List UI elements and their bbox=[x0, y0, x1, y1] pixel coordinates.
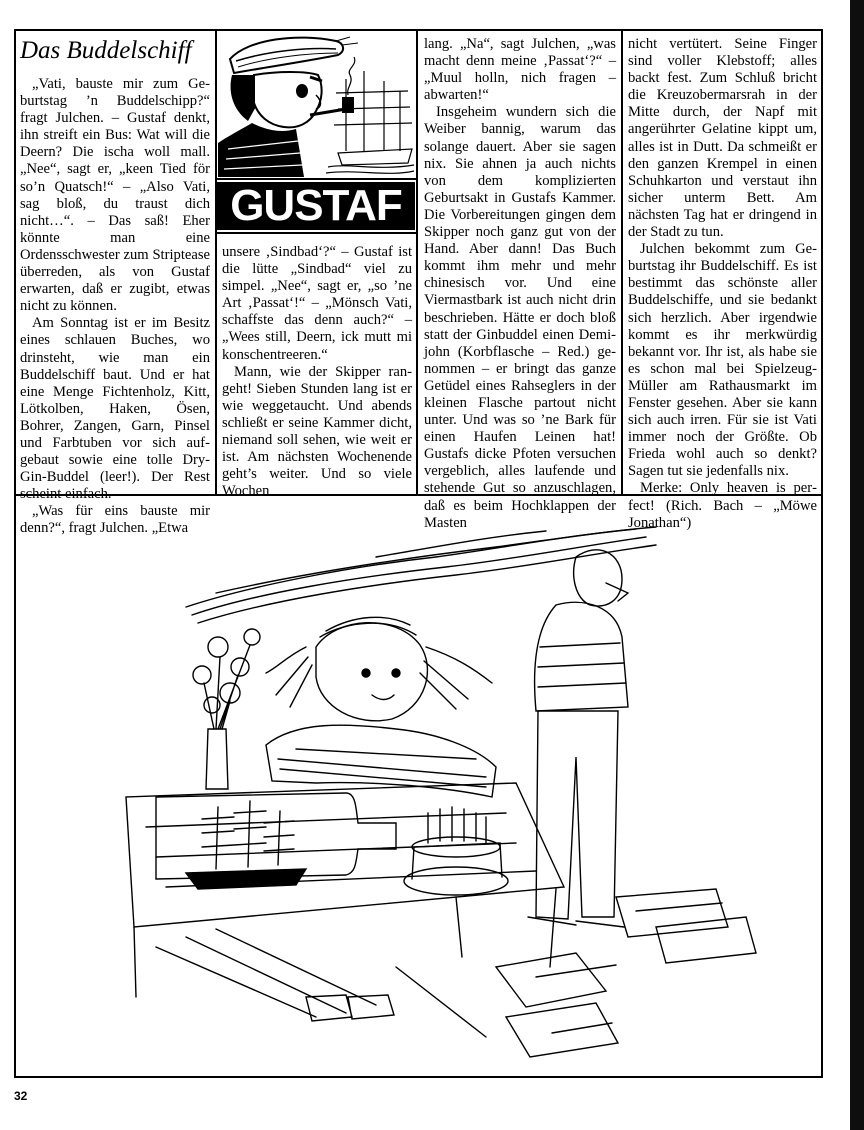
paragraph: Mann, wie der Skipper rangeht! Sieben Stunden lang ist er wie weggetaucht. Und abends schließt er seine Kammer dicht, niemand soll sehen, wie weit er ist. Am nächsten Wochenende geht’s weiter. Und so viele Wochen bbox=[222, 363, 412, 500]
paragraph: lang. „Na“, sagt Julchen, „was macht denn meine ‚Passat‘?“ – „Muul holln, nich fragen – abwarten!“ bbox=[424, 36, 616, 104]
page-edge bbox=[850, 0, 864, 1130]
article-column-2 bbox=[222, 244, 412, 500]
banner-rule bbox=[215, 232, 418, 234]
birthday-ship-in-bottle-illustration bbox=[16, 497, 821, 1076]
column-divider bbox=[215, 29, 217, 494]
portrait-rule bbox=[215, 178, 418, 180]
article-column-4 bbox=[628, 36, 817, 531]
headline: Das Buddelschiff bbox=[20, 37, 192, 64]
page-number: 32 bbox=[14, 1089, 28, 1103]
paragraph: Am Sonntag ist er im Besitz eines schlauen Buches, wo drinsteht, wie man ein Buddelschiff baut. Und er hat eine Menge Fichtenholz, Kitt, Lötkolben, Haken, Ösen, Bohrer, Zangen, Garn, Pinsel und Farbtuben vor sich aufgebaut sowie eine tolle Dry-Gin-Buddel (leer!). Der Rest scheint einfach. bbox=[20, 315, 210, 503]
paragraph: Insgeheim wundern sich die Weiber bannig, warum das solange dauert. Aber sie sagen nix. Sie ahnen ja auch nichts von dem komplizierten Geburtsakt in Gustafs Kammer. Die Vorbereitungen gingen dem Skipper noch ganz gut von der Hand. Aber dann! Das Buch kommt ihm mehr und mehr chinesisch vor. Und eine Viermastbark ist auch nicht drin beschrieben. Hätte er doch bloß statt der Ginbuddel einen Demijohn (Korbflasche – Red.) genommen – er bringt das ganze Getüdel eines Rahseglers in der kleinen Flasche partout nicht unter. Und was so ’ne Bark für einen Haufen Leinen hat! Gustafs dicke Pfoten versuchen vergeblich, alles laufende und stehende Gut so anzuschlagen, daß es beim Hochklappen der Masten bbox=[424, 104, 616, 531]
paragraph: „Was für eins bauste mir denn?“, fragt Julchen. „Etwa bbox=[20, 503, 210, 537]
article-column-1 bbox=[20, 36, 210, 537]
paragraph: Julchen bekommt zum Geburtstag ihr Buddelschiff. Es ist bestimmt das schönste aller Buddelschiffe, und sie bedankt sich herzlich. Aber irgendwie kommt es ihr merkwürdig bekannt vor. Ihr ist, als habe sie es schon mal bei Spielzeug-Müller am Rathausmarkt im Fenster gesehen. Aber sie kann sich auch irren. Für sie ist Vati immer noch der Größte. Ob Frieda wohl auch so denkt? Sagen tut sie jedenfalls nix. bbox=[628, 241, 817, 480]
paragraph: „Vati, bauste mir zum Geburtstag ’n Buddelschipp?“ fragt Julchen. – Gustaf denkt, ihn streift ein Bus: Wat will die Deern? Die ischa woll mall. „Nee“, sagt er, „keen Tied för so’n Quatsch!“ – „Also Vati, sag bloß, du traust dich nicht…“. – Das saß! Eher könnte man eine Ordensschwester zum Striptease überreden, als von Gustaf erwarten, daß er zugibt, etwas nicht zu können. bbox=[20, 76, 210, 315]
sailor-portrait-icon bbox=[218, 31, 414, 177]
column-divider bbox=[416, 29, 418, 494]
article-column-3 bbox=[424, 36, 616, 531]
title-banner: GUSTAF bbox=[217, 182, 415, 230]
paragraph: nicht vertütert. Seine Finger sind voller Klebstoff; alles backt fest. Zum Schluß bricht die Kreuzobermarsrah in der Mitte durch, der Napf mit angerührter Gelatine kippt um, alles ist in Dutt. Da schmeißt er den ganzen Krempel in einen Schuhkarton und verstaut ihn sicher unterm Bett. Am nächsten Tag hat er dringend in der Stadt zu tun. bbox=[628, 36, 817, 241]
paragraph: Merke: Only heaven is perfect! (Rich. Bach – „Möwe Jonathan“) bbox=[628, 480, 817, 531]
paragraph: unsere ‚Sindbad‘?“ – Gustaf ist die lütte „Sindbad“ viel zu simpel. „Nee“, sagt er, „so ’ne Art ‚Passat‘!“ – „Mönsch Vati, schaffste das denn auch?“ – „Wees still, Deern, ick mutt mi konschentreeren.“ bbox=[222, 244, 412, 363]
column-divider bbox=[621, 29, 623, 494]
